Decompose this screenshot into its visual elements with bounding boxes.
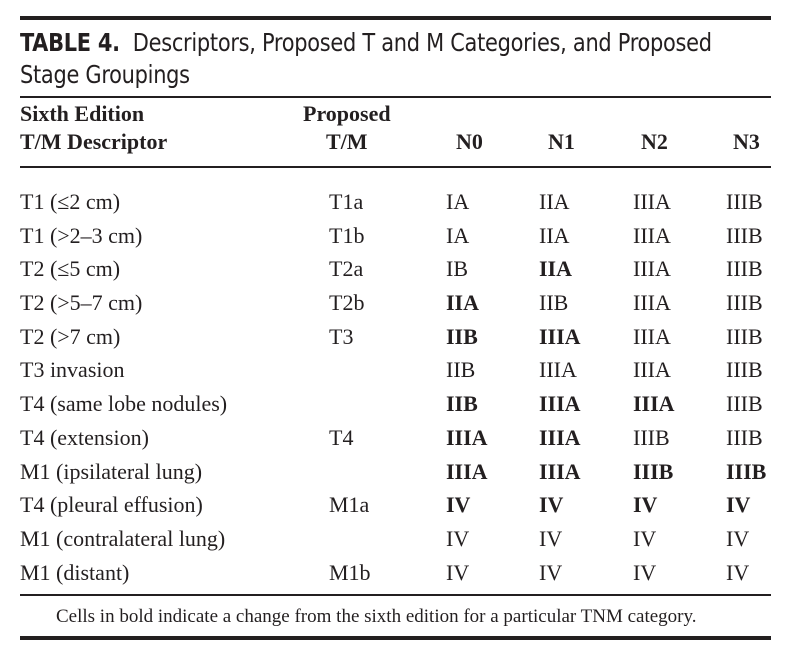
cell-n0: IA (446, 222, 470, 248)
header-descriptor-line1: Sixth Edition (20, 101, 145, 126)
cell-n1: IV (539, 492, 564, 518)
cell-n3: IIIB (726, 391, 763, 417)
cell-n1: IIIA (539, 424, 581, 450)
header-n0: N0 (456, 129, 483, 154)
cell-n2: IIIA (633, 357, 671, 383)
cell-descriptor: T2 (≤5 cm) (20, 256, 121, 282)
cell-descriptor: T2 (>7 cm) (20, 323, 121, 349)
cell-n0: IV (446, 525, 470, 551)
table-row (0, 286, 789, 320)
header-n3: N3 (733, 129, 760, 154)
cell-n2: IIIA (633, 222, 671, 248)
cell-n0: IIB (446, 323, 478, 349)
table-row (0, 421, 789, 455)
cell-n3: IIIB (726, 424, 763, 450)
cell-n1: IIA (539, 189, 570, 214)
cell-n2: IIIA (633, 391, 675, 417)
cell-n3: IIIB (726, 323, 763, 349)
cell-n3: IV (726, 525, 750, 551)
cell-n3: IIIB (726, 222, 763, 248)
cell-proposed: T4 (329, 424, 354, 450)
cell-n0: IIIA (446, 424, 488, 450)
cell-proposed: M1b (329, 559, 371, 585)
table-label: TABLE 4. (20, 28, 120, 57)
table-row (0, 353, 789, 387)
cell-n2: IV (633, 492, 658, 518)
header-descriptor (20, 100, 167, 156)
cell-n0: IIA (446, 290, 480, 316)
cell-proposed: T3 (329, 323, 354, 349)
cell-n1: IIIA (539, 458, 581, 484)
header-n2: N2 (641, 129, 668, 154)
cell-n2: IV (633, 525, 657, 551)
table-row (0, 252, 789, 286)
cell-proposed: T2b (329, 290, 365, 316)
top-rule (20, 16, 771, 20)
bottom-rule (20, 636, 771, 640)
table-row (0, 488, 789, 522)
table-row (0, 219, 789, 253)
cell-n3: IV (726, 492, 751, 518)
cell-proposed: T2a (329, 256, 364, 282)
cell-n0: IIB (446, 357, 476, 383)
table-row (0, 455, 789, 489)
cell-n1: IIA (539, 256, 573, 282)
table-row (0, 556, 789, 590)
cell-n0: IIIA (446, 458, 488, 484)
body-end-rule (20, 594, 771, 596)
header-n1: N1 (548, 129, 575, 154)
cell-n1: IIIA (539, 357, 577, 383)
cell-n1: IIIA (539, 391, 581, 417)
cell-n0: IV (446, 492, 471, 518)
cell-n2: IIIA (633, 290, 671, 316)
cell-n3: IIIB (726, 290, 763, 316)
table-header (0, 101, 789, 162)
cell-descriptor: T4 (extension) (20, 424, 149, 450)
table-footnote: Cells in bold indicate a change from the sixth edition for a particular TNM category. (56, 606, 697, 627)
cell-n0: IV (446, 559, 470, 585)
cell-n3: IIIB (726, 189, 763, 214)
cell-n1: IIB (539, 290, 569, 316)
cell-n3: IIIB (726, 357, 763, 383)
table-title: Descriptors, Proposed T and M Categories, and Proposed Stage Groupings (20, 28, 712, 89)
cell-n3: IV (726, 559, 750, 585)
cell-n2: IIIA (633, 189, 671, 214)
header-proposed-line1: Proposed (303, 101, 391, 126)
cell-n0: IB (446, 256, 468, 282)
cell-descriptor: T3 invasion (20, 357, 125, 383)
cell-n2: IIIA (633, 256, 671, 282)
cell-n2: IIIB (633, 424, 670, 450)
cell-n0: IA (446, 189, 470, 214)
cell-descriptor: M1 (ipsilateral lung) (20, 458, 203, 484)
cell-descriptor: T2 (>5–7 cm) (20, 290, 143, 316)
table-row (0, 185, 789, 219)
cell-proposed: T1b (329, 222, 365, 248)
cell-n1: IV (539, 559, 563, 585)
cell-descriptor: M1 (contralateral lung) (20, 525, 226, 551)
table-caption (20, 27, 727, 91)
cell-n3: IIIB (726, 458, 767, 484)
table-row (0, 522, 789, 556)
table-body (0, 185, 789, 589)
cell-descriptor: T4 (same lobe nodules) (20, 391, 228, 417)
cell-n0: IIB (446, 391, 478, 417)
title-divider (20, 96, 771, 98)
table-row (0, 320, 789, 354)
table-row (0, 387, 789, 421)
header-divider (20, 166, 771, 168)
cell-descriptor: T4 (pleural effusion) (20, 492, 203, 518)
cell-n1: IIIA (539, 323, 581, 349)
header-descriptor-line2: T/M Descriptor (20, 129, 168, 154)
cell-descriptor: T1 (>2–3 cm) (20, 222, 143, 248)
cell-n2: IV (633, 559, 657, 585)
cell-descriptor: T1 (≤2 cm) (20, 189, 121, 214)
header-proposed-line2: T/M (326, 129, 368, 154)
cell-n2: IIIA (633, 323, 671, 349)
cell-descriptor: M1 (distant) (20, 559, 130, 585)
cell-n2: IIIB (633, 458, 674, 484)
cell-n1: IIA (539, 222, 570, 248)
cell-n3: IIIB (726, 256, 763, 282)
cell-proposed: T1a (329, 189, 364, 214)
header-proposed (303, 100, 391, 156)
cell-n1: IV (539, 525, 563, 551)
cell-proposed: M1a (329, 492, 370, 518)
